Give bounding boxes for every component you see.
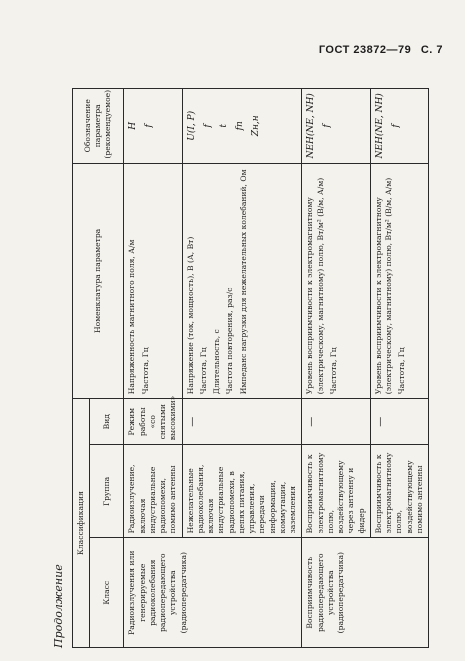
standard-number: ГОСТ 23872—79 [318, 44, 412, 56]
nomenclature-item: Уровень восприимчивости к электромагнитному (электрическому, магнитному) полю, Вт/м² (В/м, А/м) [373, 177, 393, 395]
designation-cell [182, 89, 302, 164]
nomenclature-item: Импеданс нагрузки для нежелательных колебаний, Ом [238, 169, 248, 395]
nomenclature-item: Частота, Гц [198, 347, 208, 395]
nomenclature-item: Частота, Гц [397, 347, 407, 395]
designation-item: Zн,н [251, 115, 262, 137]
designation-item: f [390, 124, 401, 128]
designation-item: NEH(NE, NH) [306, 93, 317, 159]
rotated-table-region [50, 88, 424, 648]
designation-item: f [322, 124, 333, 128]
table-row [124, 89, 182, 648]
header-group: Группа [90, 445, 124, 538]
nomenclature-cell [370, 163, 428, 399]
designation-cell [370, 89, 428, 164]
header-kind: Вид [90, 399, 124, 445]
class-cell: Радиоизлучения или генерируемые радиоколебания радиопередающего устройства (радиопередатчика) [124, 538, 302, 648]
header-nomenclature: Номенклатура параметра [73, 163, 124, 399]
designation-item: H [128, 121, 139, 130]
header-classification: Классификация [73, 399, 90, 648]
nomenclature-cell [124, 163, 182, 399]
group-cell: Радиоизлучение, включая индустриальные радиопомехи, помимо антенны [124, 445, 182, 538]
nomenclature-item: Уровень восприимчивости к электромагнитному (электрическому, магнитному) полю, Вт/м² (В/м, А/м) [305, 177, 325, 395]
group-cell: Восприимчивость к электромагнитному полю, воздействующему помимо антенны [370, 445, 428, 538]
header-designation: Обозначение параметра (рекомендуемое) [73, 89, 124, 164]
designation-item: f [144, 124, 155, 128]
kind-cell: — [370, 399, 428, 445]
designation-item: NEH(NE, NH) [374, 93, 385, 159]
group-cell: Нежелательные радиоколебания, включая индустриальные радиопомехи, в цепях питания, управления, передачи информации, коммутации, заземления [182, 445, 302, 538]
continued-label: Продолжение [52, 564, 65, 648]
nomenclature-item: Частота, Гц [328, 347, 338, 395]
table-sheet [50, 88, 424, 648]
classification-table [72, 88, 429, 648]
page-number: С. 7 [420, 44, 443, 56]
group-cell: Восприимчивость к электромагнитному полю, воздействующему через антенну и фидер [302, 445, 371, 538]
page-header [313, 44, 443, 56]
nomenclature-cell [302, 163, 371, 399]
nomenclature-cell [182, 163, 302, 399]
header-class: Класс [90, 538, 124, 648]
nomenclature-item: Напряжение (ток, мощность), В (А, Вт) [185, 236, 195, 395]
designation-cell [302, 89, 371, 164]
kind-cell: Режим работы «со снятыми высокими» [124, 399, 182, 445]
nomenclature-item: Длительность, с [212, 329, 221, 395]
kind-cell: — [182, 399, 302, 445]
nomenclature-item: Частота повторения, раз/с [225, 287, 235, 395]
designation-item: f [202, 124, 213, 128]
nomenclature-item: Частота, Гц [140, 347, 150, 395]
designation-cell [124, 89, 182, 164]
kind-cell: — [302, 399, 371, 445]
table-row [302, 89, 371, 648]
designation-item: t [218, 123, 229, 128]
class-cell: Восприимчивость радиопередающего устройства (радиопередатчика) [302, 538, 429, 648]
nomenclature-item: Напряженность магнитного поля, А/м [127, 239, 137, 395]
designation-item: U(I, P) [186, 110, 197, 141]
designation-item: fп [234, 121, 245, 131]
